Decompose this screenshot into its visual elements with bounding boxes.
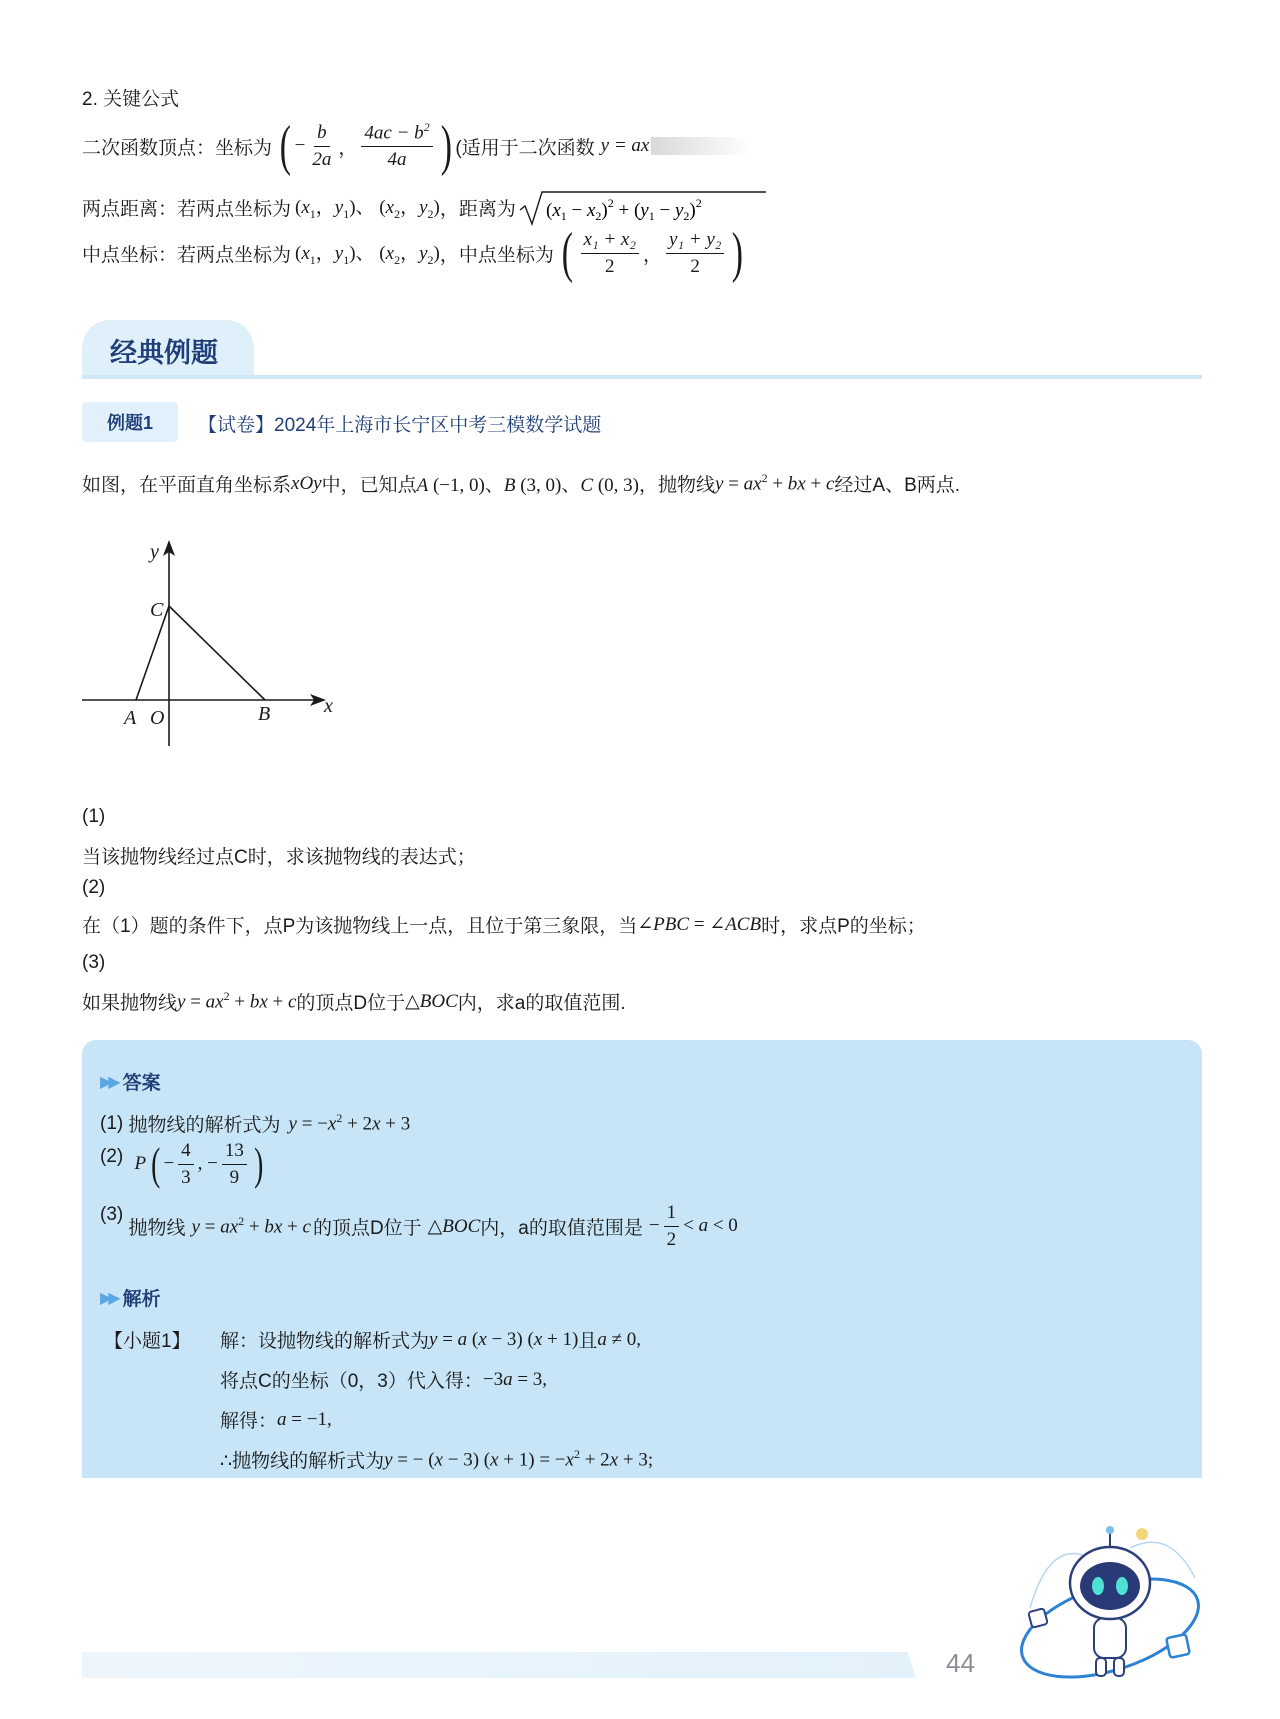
- midpoint-formula: 中点坐标：若两点坐标为 ($x_1$，$y_1$)、 ($x_2$，$y_2$) ，中点坐标为 ( $\frac{\text{x₁ + x₂}}{2}$ ， $\frac{\text{y₁ + y₂}}{2}$ ): [82, 222, 744, 284]
- answer-heading: ▶▶ 答案: [100, 1073, 161, 1094]
- analysis-line-3: 解得： a = −1,: [220, 1408, 332, 1432]
- label-A: A: [124, 707, 137, 729]
- answer-3: (3) 抛物线 $y = ax^2$ + bx + c 的顶点D位于 △BOC 内，a的取值范围是 − $\frac{1}{2}$ < a < 0: [100, 1202, 738, 1250]
- analysis-heading: ▶▶ 解析: [100, 1289, 161, 1310]
- blurred-region: [651, 137, 751, 155]
- question-1-num: (1): [82, 806, 106, 827]
- analysis-line-2: 将点C的坐标（0，3）代入得： −3a = 3,: [220, 1368, 548, 1392]
- vertex-formula: 二次函数顶点：坐标为 ( − $\frac{b}{2a}$ ， $\frac{4ac - b^2}{4a}$ ) (适用于二次函数 y = ax: [82, 118, 751, 174]
- analysis-line-4: ∴抛物线的解析式为 y = − (x − 3) $(x + 1) = -x^2 + 2x + 3$;: [220, 1447, 654, 1472]
- coordinate-figure: [78, 536, 348, 756]
- distance-formula: 两点距离：若两点坐标为 ($x_1$，$y_1$)、 ($x_2$，$y_2$) ，距离为 $(x_1 - x_2)^2 + (y_1 - y_2)^2$: [82, 188, 768, 226]
- chevron-double-right-icon: ▶▶: [100, 1289, 117, 1307]
- footer-bar: [82, 1652, 916, 1678]
- robot-mascot-illustration: [1010, 1518, 1210, 1688]
- chevron-double-right-icon: ▶▶: [100, 1073, 117, 1091]
- example-stem: 如图，在平面直角坐标系 xOy 中，已知点 A (−1, 0)、B (3, 0)、C (0, 3) ，抛物线 $y = ax^2$ + bx + c 经过A、B两点.: [82, 471, 961, 496]
- section-title: 经典例题: [110, 338, 218, 368]
- question-2-num: (2): [82, 877, 106, 898]
- label-B: B: [258, 703, 271, 725]
- label-C: C: [150, 599, 164, 621]
- label-O: O: [150, 707, 165, 729]
- sqrt-symbol: [518, 188, 768, 226]
- section-divider: [82, 375, 1202, 379]
- question-3-text: 如果抛物线 $y = ax^2$ + bx + c 的顶点D位于 △BOC 内，求a的取值范围.: [82, 989, 626, 1014]
- analysis-line-1: 解：设抛物线的解析式为 y = a (x − 3) (x + 1) 且 a ≠ 0,: [220, 1328, 641, 1352]
- example-badge: 例题1: [82, 402, 178, 442]
- label-y: y: [150, 541, 159, 563]
- analysis-tag: 【小题1】: [104, 1331, 191, 1352]
- question-3-num: (3): [82, 952, 106, 973]
- page-number: 44: [946, 1648, 975, 1678]
- example-source: 【试卷】2024年上海市长宁区中考三模数学试题: [198, 415, 602, 436]
- question-2-text: 在（1）题的条件下，点P为该抛物线上一点，且位于第三象限，当 ∠PBC = ∠ACB 时，求点P的坐标；: [82, 914, 926, 937]
- label-x: x: [324, 695, 333, 717]
- answer-2: (2) P ( − $\frac{4}{3}$ , − $\frac{13}{9}$ ): [100, 1138, 264, 1190]
- answer-1: (1) 抛物线的解析式为 $y = -x^2 + 2x + 3$: [100, 1111, 411, 1136]
- svg-text:(x1 − x2)2 + (y1 − y2)2: $(x_1 - x_2)^2 + (y_1 - y_2)^2$: [545, 196, 702, 223]
- formula-heading: 2. 关键公式: [82, 89, 180, 110]
- question-1-text: 当该抛物线经过点C时，求该抛物线的表达式；: [82, 847, 476, 868]
